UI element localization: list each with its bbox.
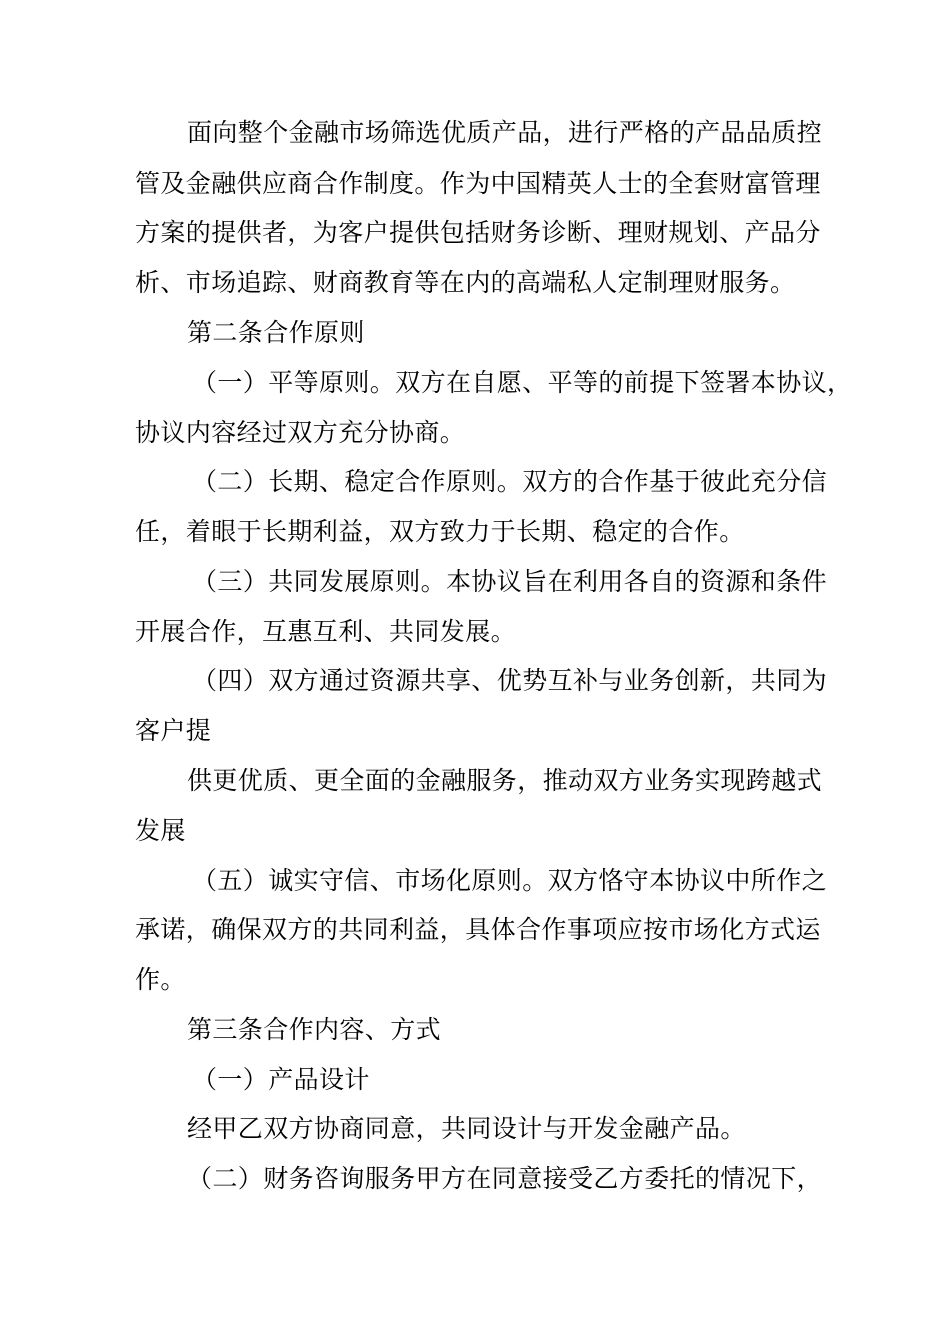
paragraph-line: 协议内容经过双方充分协商。 xyxy=(135,418,466,447)
paragraph-line: （一）平等原则。双方在自愿、平等的前提下签署本协议， xyxy=(192,368,853,397)
paragraph-line: 客户提 xyxy=(135,716,212,745)
paragraph-line: 任，着眼于长期利益，双方致力于长期、稳定的合作。 xyxy=(135,517,745,546)
paragraph-line: （二）财务咨询服务甲方在同意接受乙方委托的情况下， xyxy=(187,1164,823,1193)
section-heading: 第三条合作内容、方式 xyxy=(187,1015,442,1044)
paragraph-line: 析、市场追踪、财商教育等在内的高端私人定制理财服务。 xyxy=(135,268,796,297)
paragraph-line: 管及金融供应商合作制度。作为中国精英人士的全套财富管理 xyxy=(135,169,821,198)
paragraph-line: 经甲乙双方协商同意，共同设计与开发金融产品。 xyxy=(187,1114,746,1143)
paragraph-line: （二）长期、稳定合作原则。双方的合作基于彼此充分信 xyxy=(192,467,828,496)
paragraph-line: 承诺，确保双方的共同利益，具体合作事项应按市场化方式运 xyxy=(135,915,821,944)
paragraph-line: 开展合作，互惠互利、共同发展。 xyxy=(135,617,517,646)
paragraph-line: 面向整个金融市场筛选优质产品，进行严格的产品品质控 xyxy=(187,118,823,147)
paragraph-line: 方案的提供者，为客户提供包括财务诊断、理财规划、产品分 xyxy=(135,218,821,247)
paragraph-line: 供更优质、更全面的金融服务，推动双方业务实现跨越式 xyxy=(187,766,823,795)
paragraph-line: （四）双方通过资源共享、优势互补与业务创新，共同为 xyxy=(192,666,828,695)
paragraph-line: （三）共同发展原则。本协议旨在利用各自的资源和条件 xyxy=(192,567,828,596)
paragraph-line: （五）诚实守信、市场化原则。双方恪守本协议中所作之 xyxy=(192,866,828,895)
subsection-heading: （一）产品设计 xyxy=(192,1065,370,1094)
paragraph-line: 作。 xyxy=(135,965,186,994)
paragraph-line: 发展 xyxy=(135,816,186,845)
section-heading: 第二条合作原则 xyxy=(187,318,365,347)
